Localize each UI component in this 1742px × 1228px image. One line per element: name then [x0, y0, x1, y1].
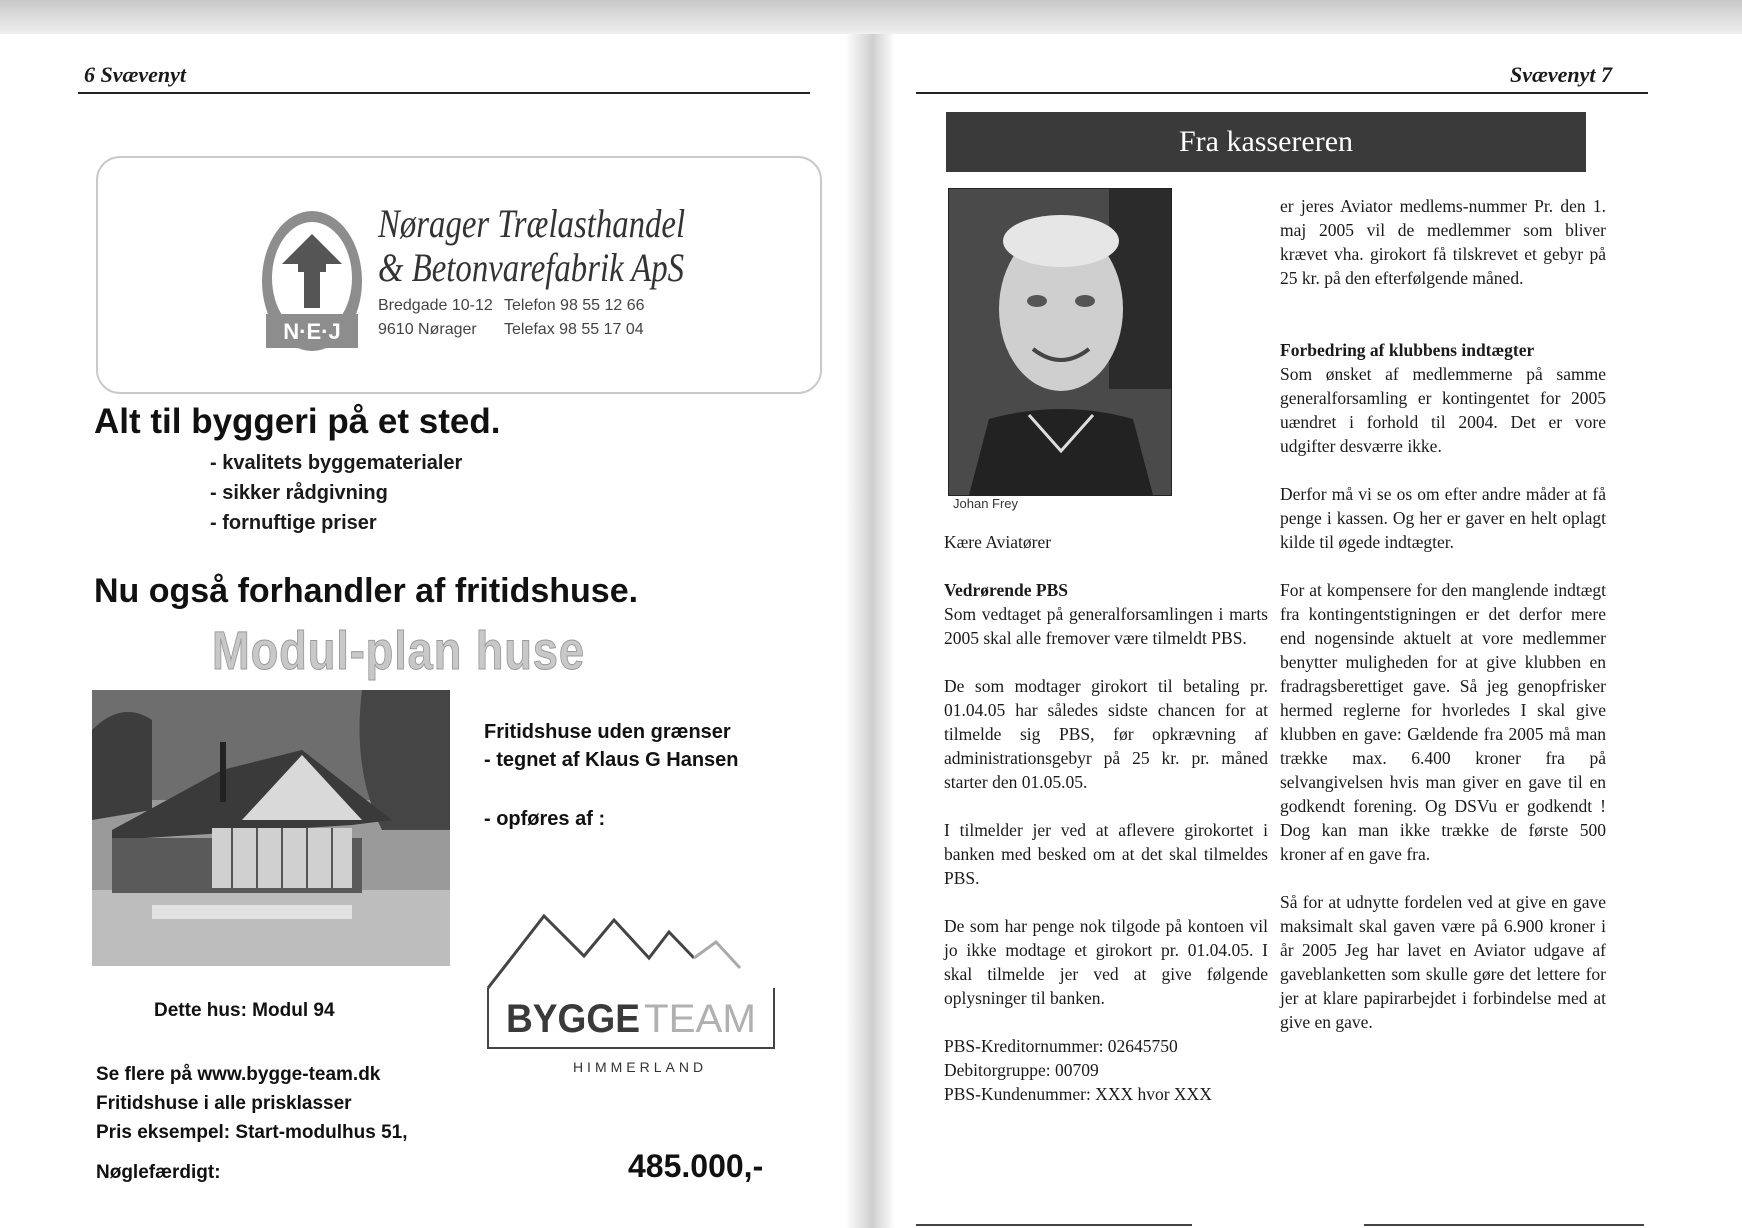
ad-info-lines — [96, 1060, 408, 1147]
product-title: Modul-plan huse — [212, 621, 585, 681]
byggeteam-logo — [484, 896, 780, 1074]
left-running-header: 6 Svævenyt — [84, 62, 187, 87]
tagline-line2: - tegnet af Klaus G Hansen — [484, 749, 739, 771]
section-heading: Vedrørende PBS — [944, 580, 1068, 600]
ad-bullet-list — [210, 448, 462, 538]
article-left-column — [944, 530, 1268, 1106]
company-name-line1: Nørager Trælasthandel — [378, 201, 686, 246]
scan-top-edge — [0, 0, 1742, 34]
fax-number: Telefax 98 55 17 04 — [504, 321, 644, 338]
company-logo-box — [96, 156, 822, 394]
paragraph: Så for at udnytte fordelen ved at give en gave maksimalt skal gaven være på 6.900 kroner i år 2005 Jeg har lavet en Aviator udgave af gaveblanketten som skulle gøre det lettere for jer at klare papirarbejdet i forbindelse med at give en gave. — [1280, 892, 1606, 1032]
right-header-rule — [916, 92, 1648, 94]
debtor-group: Debitorgruppe: 00709 — [944, 1060, 1099, 1080]
paragraph: Derfor må vi se os om efter andre måder at få penge i kassen. Og her er gaver en helt oplagt kilde til øgede indtægter. — [1280, 484, 1606, 552]
nej-logo-icon — [258, 206, 366, 356]
paragraph: De som modtager girokort til betaling pr. 01.04.05 har således sidste chancen for at tilmelde sig PBS, før opkrævning af administrationsgebyr på 25 kr. pr. måned starter den 01.05.05. — [944, 676, 1268, 792]
pbs-creditor-number: PBS-Kreditornummer: 02645750 — [944, 1036, 1178, 1056]
ad-bullet: - kvalitets byggematerialer — [210, 452, 463, 474]
house-caption: Dette hus: Modul 94 — [154, 1000, 335, 1021]
company-name — [378, 202, 685, 290]
tagline-line1: Fritidshuse uden grænser — [484, 721, 731, 743]
paragraph: I tilmelder jer ved at aflevere girokortet i banken med besked om at det skal tilmeldes PBS. — [944, 820, 1268, 888]
paragraph: Som ønsket af medlemmerne på samme generalforsamling er kontingentet for 2005 uændret i forhold til 2004. Det er vore udgifter desværre ikke. — [1280, 364, 1606, 456]
svg-text:TEAM: TEAM — [644, 997, 756, 1041]
ad-tagline — [484, 718, 739, 774]
svg-text:N·E·J: N·E·J — [283, 319, 341, 344]
left-header-rule — [78, 92, 810, 94]
footer-rule-right — [1364, 1224, 1644, 1226]
portrait-photo — [948, 188, 1172, 496]
photo-caption: Johan Frey — [953, 496, 1019, 511]
company-name-line2: & Betonvarefabrik ApS — [378, 245, 685, 290]
footer-rule-left — [916, 1224, 1192, 1226]
section-heading: Forbedring af klubbens indtægter — [1280, 340, 1535, 360]
pbs-customer-number: PBS-Kundenummer: XXX hvor XXX — [944, 1084, 1212, 1104]
page-gutter — [845, 32, 895, 1228]
house-photo — [92, 690, 450, 966]
info-line: Fritidshuse i alle prisklasser — [96, 1093, 352, 1114]
ad-headline-2: Nu også forhandler af fritidshuse. — [94, 572, 639, 610]
paragraph: For at kompensere for den manglende indtægt fra kontingentstigningen er det derfor mere end nogensinde aktuelt at vore medlemmer benytter muligheden for at give klubben en fradragsberettiget gave. Så jeg genopfrisker hermed reglerne for hvorledes I skal give klubben en gave: Gældende fra 2005 må man trække max. 6.400 kroner fra på selvangivelsen hvis man giver en gave til en godkendt forening. Og DSVu er godkendt ! Dog kan man ikke trække de første 500 kroner af en gave fra. — [1280, 580, 1606, 864]
phone-number: Telefon 98 55 12 66 — [504, 297, 645, 314]
info-line: Pris eksempel: Start-modulhus 51, — [96, 1122, 408, 1143]
paragraph: De som har penge nok tilgode på kontoen vil jo ikke modtage et girokort pr. 01.04.05. I skal tilmelde jer ved at give følgende oplysninger til banken. — [944, 916, 1268, 1008]
article-right-column — [1280, 194, 1606, 1058]
price-value: 485.000,- — [628, 1148, 764, 1184]
price-label: Nøglefærdigt: — [96, 1162, 221, 1183]
info-line: Se flere på www.bygge-team.dk — [96, 1064, 381, 1085]
ad-built-by: - opføres af : — [484, 808, 606, 830]
greeting: Kære Aviatører — [944, 532, 1052, 552]
company-address — [378, 294, 645, 342]
svg-text:HIMMERLAND: HIMMERLAND — [572, 1059, 708, 1074]
svg-text:BYGGE: BYGGE — [506, 997, 640, 1041]
address-city: 9610 Nørager — [378, 321, 477, 338]
ad-bullet: - sikker rådgivning — [210, 482, 388, 504]
ad-headline: Alt til byggeri på et sted. — [94, 402, 501, 441]
article-title: Fra kassereren — [946, 112, 1586, 172]
address-street: Bredgade 10-12 — [378, 297, 493, 314]
ad-bullet: - fornuftige priser — [210, 512, 377, 534]
paragraph: Som vedtaget på generalforsamlingen i marts 2005 skal alle fremover være tilmeldt PBS. — [944, 604, 1268, 648]
paragraph: er jeres Aviator medlems-nummer Pr. den 1. maj 2005 vil de medlemmer som bliver krævet vha. girokort få tilskrevet et gebyr på 25 kr. på den efterfølgende måned. — [1280, 196, 1606, 288]
right-running-header: Svævenyt 7 — [1510, 62, 1613, 87]
